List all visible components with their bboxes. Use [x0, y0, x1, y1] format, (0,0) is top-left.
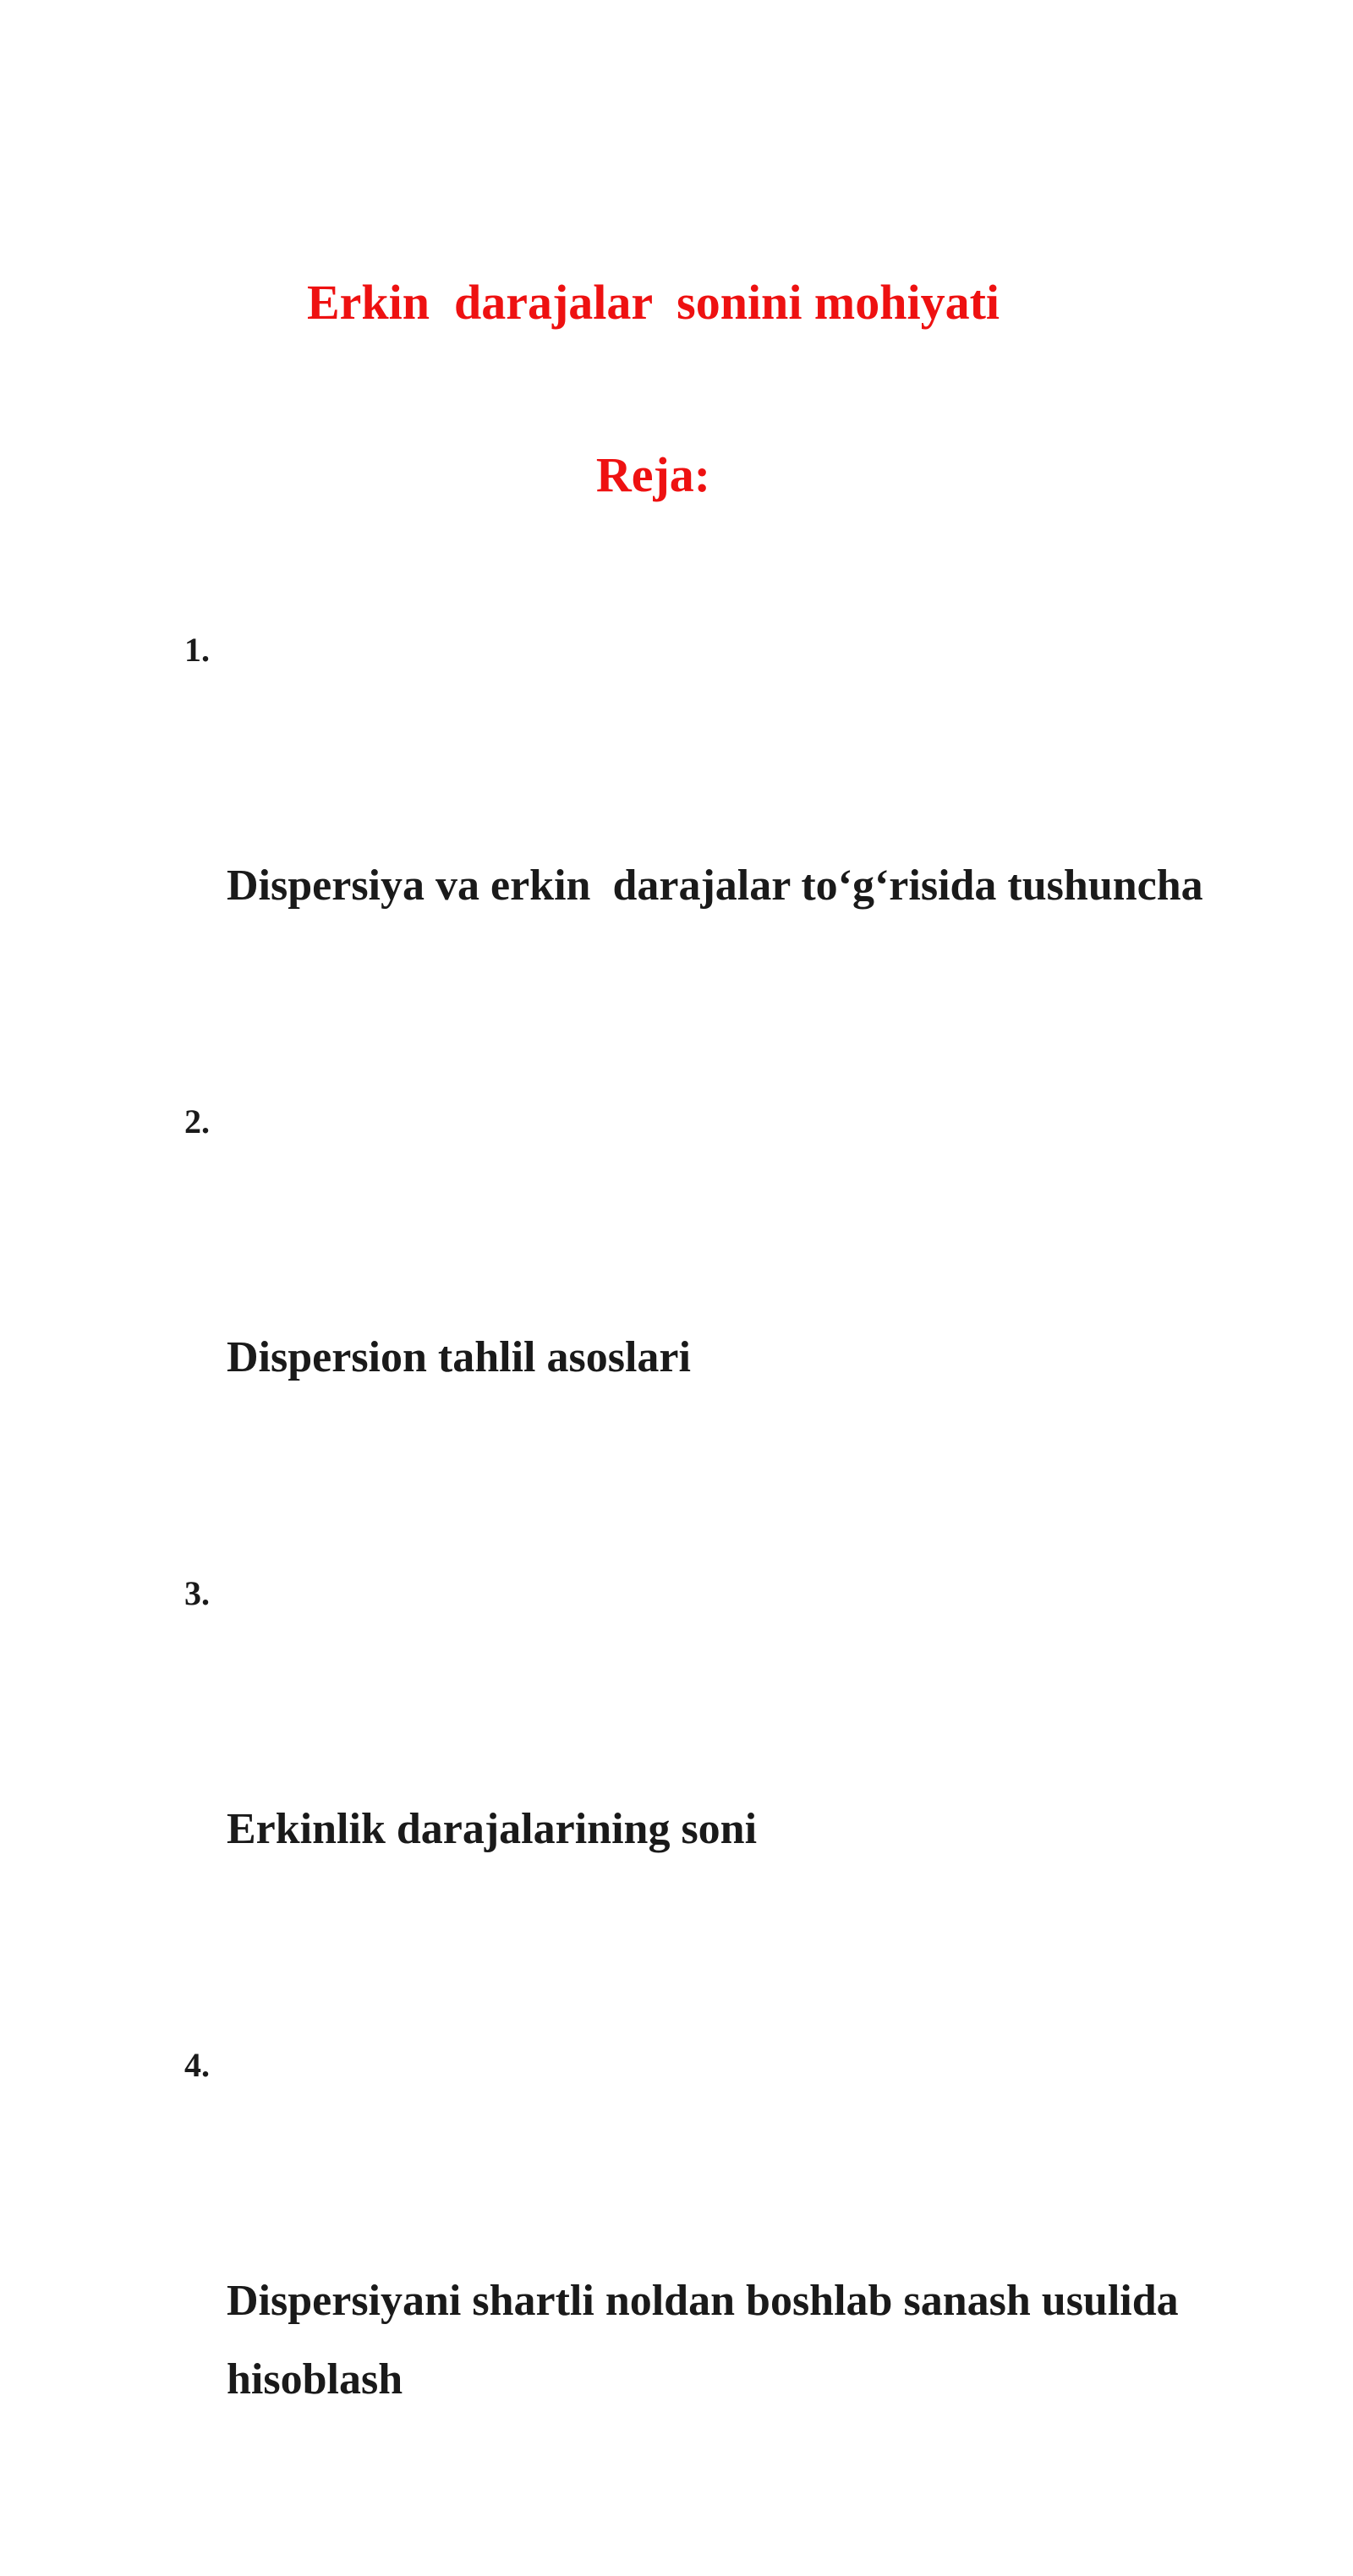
plan-item-number: 2.: [184, 1102, 210, 1140]
plan-item-text: Dispersion tahlil asoslari: [227, 1333, 691, 1381]
plan-item-number: 4.: [184, 2046, 210, 2084]
plan-item-text: Dispersiyani shartli noldan boshlab sanash usulida hisoblash: [227, 2277, 1190, 2404]
plan-item-text: Dispersiya va erkin darajalar to‘g‘risida tushuncha: [227, 861, 1203, 910]
plan-list: [184, 610, 1284, 2576]
plan-item-3: [184, 1554, 1284, 2026]
plan-item-2: [184, 1082, 1284, 1554]
plan-item-4: [184, 2026, 1284, 2576]
document-title: Erkin darajalar sonini mohiyati: [306, 275, 1000, 330]
plan-item-1: [184, 610, 1284, 1082]
plan-item-number: 3.: [184, 1574, 210, 1612]
plan-item-text: Erkinlik darajalarining soni: [227, 1805, 758, 1853]
plan-item-number: 1.: [184, 631, 210, 669]
plan-heading: Reja:: [595, 447, 711, 502]
